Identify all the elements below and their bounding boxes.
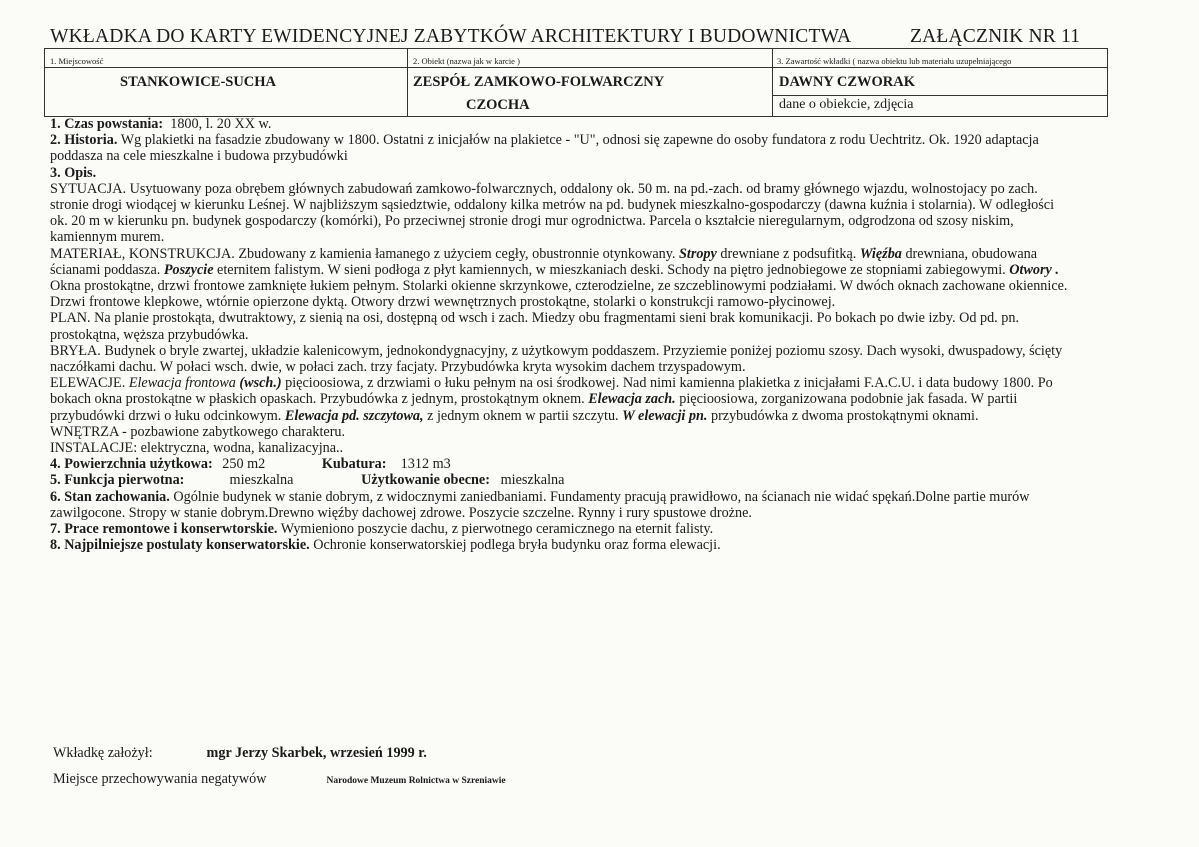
elev-pn: W elewacji pn. [622, 407, 708, 424]
elev-heading: ELEWACJE. [50, 375, 126, 392]
locality-label: 1. Miejscowość [50, 56, 104, 66]
content-label: 3. Zawartość wkładki ( nazwa obiektu lub materiału uzupełniającego [777, 56, 1012, 66]
function-row [50, 472, 1070, 488]
construction-time-label: 1. Czas powstania: [50, 116, 164, 132]
history-label: 2. Historia. [50, 132, 118, 149]
material-paragraph [50, 246, 1070, 311]
author-value: mgr Jerzy Skarbek, wrzesień 1999 r. [206, 745, 427, 761]
document-title [50, 26, 1110, 48]
interior-paragraph: WNĘTRZA - pozbawione zabytkowego charakteru. [50, 423, 346, 440]
material-stropy: Stropy [678, 245, 717, 262]
field-divider-left [44, 49, 45, 117]
condition-paragraph [50, 489, 1070, 521]
header-fields-table [44, 49, 1108, 117]
elev-text-e: przybudówka z dwoma prostokątnymi oknami. [710, 407, 979, 424]
material-text-b: drewniane z podsufitką. [720, 245, 857, 262]
content-value-line2: dane o obiekcie, zdjęcia [779, 97, 914, 112]
construction-time-value: 1800, l. 20 XX w. [170, 116, 272, 132]
function-label: 5. Funkcja pierwotna: [50, 472, 185, 489]
locality-value: STANKOWICE-SUCHA [120, 74, 277, 90]
history-section [50, 132, 1070, 164]
field-rule-upper [44, 67, 1108, 68]
author-label: Wkładkę założył: [53, 745, 153, 761]
material-poszycie: Poszycie [163, 261, 214, 278]
material-text-c: drewniana, obudowana ścianami poddasza. [50, 245, 1038, 278]
plan-paragraph: PLAN. Na planie prostokąta, dwutraktowy, z sienią na osi, dostępną od wsch i zach. Miedzy obu fragmentami sieni brak komunikacji. Po bokach po dwie izby. Od pd. pn. prostokątna, węższa przybudówka. [50, 310, 1019, 343]
description-heading: 3. Opis. [50, 164, 97, 181]
material-otwory: Otwory . [1009, 261, 1059, 278]
current-use-label: Użytkowanie obecne: [361, 472, 490, 489]
works-paragraph [50, 521, 1070, 537]
storage-row [53, 771, 506, 788]
installations-paragraph: INSTALACJE: elektryczna, wodna, kanalizacyjna.. [50, 440, 344, 457]
area-value: 250 m2 [222, 456, 266, 473]
field-divider-right [1107, 49, 1108, 117]
material-text-e: Okna prostokątne, drzwi frontowe zamknięte łukiem pełnym. Stolarki okienne skrzynkowe, czterodzielne, ze szczeblinowymi podziałami. W dwóch oknach zachowane okiennice. Drzwi frontowe klepkowe, wtórnie opierzone dyktą. Otwory drzwi wewnętrznych prostokątne, stolarki o konstrukcji ramowo-płycinowej. [50, 278, 1068, 311]
function-value: mieszkalna [229, 472, 294, 489]
elevations-paragraph [50, 375, 1070, 424]
elev-text-d: z jednym oknem w partii szczytu. [427, 407, 619, 424]
works-text: Wymieniono poszycie dachu, z pierwotnego ceramicznego na eternit falisty. [280, 521, 714, 538]
bryla-paragraph: BRYŁA. Budynek o bryle zwartej, układzie kalenicowym, jednokondygnacyjny, z użytkowym poddaszem. Przyziemie poniżej poziomu szosy. Dach wysoki, dwuspadowy, ścięty naczółkami dachu. W połaci wsch. dwie, w połaci zach. trzy facjaty. Przybudówka kryta wysokim dachem trzyspadowym. [50, 342, 1063, 376]
volume-value: 1312 m3 [400, 456, 451, 473]
storage-value: Narodowe Muzeum Rolnictwa w Szreniawie [326, 776, 506, 786]
construction-time [50, 116, 1070, 132]
field-divider-1 [407, 49, 408, 117]
material-text-a: MATERIAŁ, KONSTRUKCJA. Zbudowany z kamienia łamanego z użyciem cegły, obustronnie otynkowany. [50, 245, 676, 262]
elev-pd: Elewacja pd. szczytowa, [284, 407, 424, 424]
postulates-paragraph [50, 537, 1070, 553]
postulates-text: Ochronie konserwatorskiej podlega bryła budynku oraz forma elewacji. [313, 537, 721, 554]
document-body [50, 116, 1070, 553]
situation-paragraph: SYTUACJA. Usytuowany poza obrębem głównych zabudowań zamkowo-folwarcznych, oddalony ok. 50 m. na pd.-zach. od bramy głównego wjazdu, wolnostojacy po zach. stronie drogi wiodącej w kierunku Leśnej. W najbliższym sąsiedztwie, oddalony kilka metrów na pd. budynek mieszkalno-gospodarczy (dawna kuźnia i stolarnia). W odległości ok. 20 m w kierunku pn. budynek gospodarczy (komórki), Po przeciwnej stronie drogi mur ogrodnictwa. Parcela o kształcie nieregularnym, odgrodzona od szosy niskim, kamiennym murem. [50, 180, 1055, 246]
elev-text-b: pięcioosiowa, z drzwiami o łuku pełnym na osi środkowej. Nad nimi kamienna plakietka z inicjałami F.A.C.U. i data budowy 1800. Po bokach okna prostokątne w płaskich opaskach. Przybudówka z jednym, prostokątnym oknem. [50, 375, 1053, 408]
works-label: 7. Prace remontowe i konserwtorskie. [50, 521, 278, 538]
storage-label: Miejsce przechowywania negatywów [53, 771, 267, 787]
document-title-text: WKŁADKA DO KARTY EWIDENCYJNEJ ZABYTKÓW ARCHITEKTURY I BUDOWNICTWA [50, 26, 852, 47]
volume-label: Kubatura: [321, 456, 387, 473]
object-value-line1: ZESPÓŁ ZAMKOWO-FOLWARCZNY [413, 74, 665, 90]
elev-text-c: pięcioosiowa, zorganizowana podobnie jak fasada. W partii przybudówki drzwi o łuku odcinkowym. [50, 391, 1018, 424]
object-value-line2: CZOCHA [466, 97, 530, 113]
field-divider-2 [772, 49, 773, 117]
content-value-line1: DAWNY CZWORAK [779, 74, 916, 90]
condition-text: Ogólnie budynek w stanie dobrym, z widocznymi zaniedbaniami. Fundamenty pracują prawidłowo, na ścianach nie widać spękań.Dolne partie murów zawilgocone. Stropy w stanie dobrym.Drewno więźby dachowej zdrowe. Poszycie szczelne. Rynny i rury spustowe drożne. [50, 488, 1030, 521]
elev-wsch: (wsch.) [239, 375, 282, 392]
area-label: 4. Powierzchnia użytkowa: [50, 456, 213, 473]
material-wiezba: Więźba [859, 245, 902, 262]
author-row [53, 745, 427, 762]
annex-number: ZAŁĄCZNIK NR 11 [910, 26, 1081, 47]
postulates-label: 8. Najpilniejsze postulaty konserwatorskie. [50, 537, 310, 554]
elev-zach: Elewacja zach. [588, 391, 676, 408]
area-volume-row [50, 456, 1070, 472]
material-text-d: eternitem falistym. W sieni podłoga z płyt kamiennych, w mieszkaniach deski. Schody na piętro jednobiegowe ze stopniami zabiegowymi. [217, 261, 1006, 278]
field-rule-content [772, 95, 1108, 96]
object-label: 2. Obiekt (nazwa jak w karcie ) [413, 56, 520, 66]
history-text: Wg plakietki na fasadzie zbudowany w 1800. Ostatni z inicjałów na plakietce - "U", odnosi się zapewne do osoby fundatora z rodu Uechtritz. Ok. 1920 adaptacja poddasza na cele mieszkalne i budowa przybudówki [50, 132, 1039, 165]
condition-label: 6. Stan zachowania. [50, 488, 170, 505]
current-use-value: mieszkalna [500, 472, 565, 489]
elev-front: Elewacja frontowa [128, 375, 236, 392]
